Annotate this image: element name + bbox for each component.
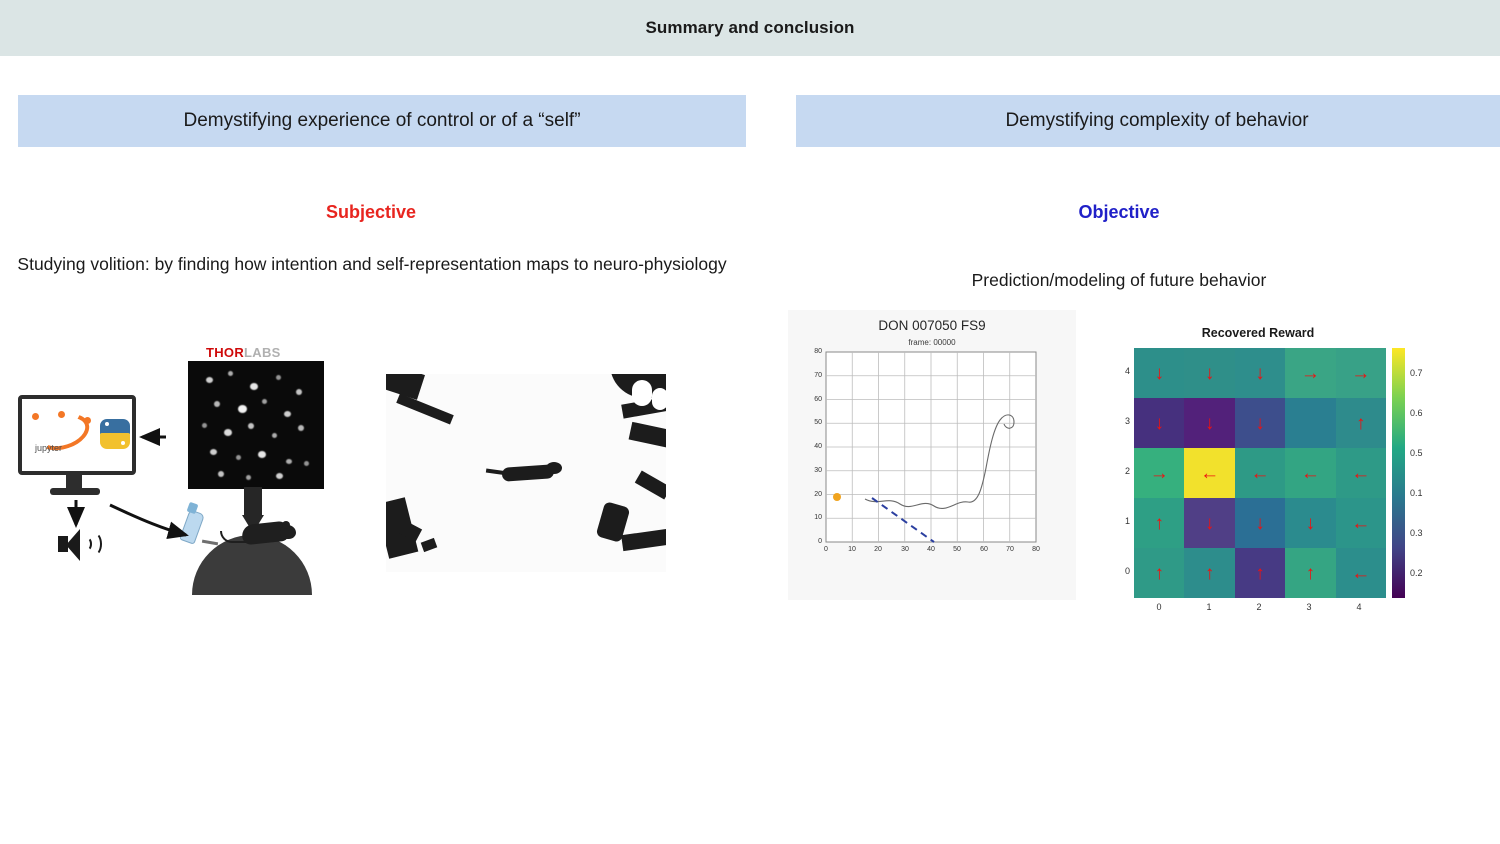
heatmap-cell: ↓ xyxy=(1235,398,1285,448)
left-column-body-text: Studying volition: by finding how intention and self-representation maps to neuro-physiology xyxy=(17,254,727,274)
heatmap-cell: ↑ xyxy=(1134,548,1184,598)
reward-xtick-0: 0 xyxy=(1156,602,1162,612)
traj-ytick-8: 80 xyxy=(814,348,822,355)
reward-xtick-2: 2 xyxy=(1256,602,1262,612)
traj-xtick-2: 20 xyxy=(874,546,882,553)
traj-ytick-5: 50 xyxy=(814,419,822,426)
jupyter-logo-label: jupyter xyxy=(35,443,63,453)
heatmap-cell: ↑ xyxy=(1336,398,1386,448)
heatmap-cell: ← xyxy=(1285,448,1335,498)
heatmap-cell: ↓ xyxy=(1285,498,1335,548)
heatmap-cell: ← xyxy=(1336,448,1386,498)
heatmap-cell: ↑ xyxy=(1184,548,1234,598)
heatmap-cell: ↓ xyxy=(1134,398,1184,448)
traj-ytick-1: 10 xyxy=(814,514,822,521)
heatmap-cell: ↓ xyxy=(1184,348,1234,398)
traj-xtick-7: 70 xyxy=(1006,546,1014,553)
right-banner-label: Demystifying complexity of behavior xyxy=(1005,110,1309,131)
left-column-subhead: Subjective xyxy=(325,202,417,222)
heatmap-cell: ← xyxy=(1336,548,1386,598)
heatmap-cell: ↑ xyxy=(1134,498,1184,548)
heatmap-cell: → xyxy=(1285,348,1335,398)
trajectory-plot-axes xyxy=(788,310,1076,570)
heatmap-cell: ↓ xyxy=(1184,398,1234,448)
heatmap-cell: → xyxy=(1134,448,1184,498)
thorlabs-brand-primary: THOR xyxy=(206,345,245,360)
heatmap-cell: ↑ xyxy=(1235,548,1285,598)
traj-xtick-8: 80 xyxy=(1032,546,1040,553)
colorbar-tick-0.7: 0.7 xyxy=(1410,368,1423,378)
thorlabs-brand-secondary: LABS xyxy=(244,345,281,360)
traj-xtick-5: 50 xyxy=(953,546,961,553)
traj-xtick-3: 30 xyxy=(901,546,909,553)
reward-xtick-4: 4 xyxy=(1356,602,1362,612)
heatmap-cell xyxy=(1285,398,1335,448)
traj-xtick-1: 10 xyxy=(848,546,856,553)
left-column-banner xyxy=(18,95,746,147)
heatmap-cell: ← xyxy=(1184,448,1234,498)
rig-arrows xyxy=(14,345,354,590)
traj-ytick-0: 0 xyxy=(818,538,822,545)
reward-ytick-1: 1 xyxy=(1124,516,1130,526)
colorbar-tick-0.2: 0.2 xyxy=(1410,568,1423,578)
colorbar-tick-0.1: 0.1 xyxy=(1410,488,1423,498)
reward-heatmap-title: Recovered Reward xyxy=(1201,326,1315,340)
traj-ytick-2: 20 xyxy=(814,491,822,498)
traj-ytick-3: 30 xyxy=(814,467,822,474)
trajectory-plot-title: DON 007050 FS9 xyxy=(878,318,986,333)
recovered-reward-figure xyxy=(1124,322,1424,612)
heatmap-cell: ↓ xyxy=(1184,498,1234,548)
traj-ytick-6: 60 xyxy=(814,396,822,403)
trajectory-plot-subtitle: frame: 00000 xyxy=(908,338,956,347)
two-photon-rig-figure xyxy=(14,345,354,590)
heatmap-cell: ↓ xyxy=(1235,498,1285,548)
traj-ytick-7: 70 xyxy=(814,372,822,379)
right-column-body-text: Prediction/modeling of future behavior xyxy=(971,270,1267,290)
right-column-subhead: Objective xyxy=(1078,202,1160,222)
slide-title-bar xyxy=(0,0,1500,56)
behavior-camera-frame xyxy=(386,374,666,572)
colorbar-tick-0.6: 0.6 xyxy=(1410,408,1423,418)
right-column-banner xyxy=(796,95,1500,147)
reward-colorbar xyxy=(1392,348,1405,598)
left-banner-label: Demystifying experience of control or of a “self” xyxy=(183,110,581,131)
heatmap-cell: ↓ xyxy=(1235,348,1285,398)
reward-ytick-4: 4 xyxy=(1124,366,1130,376)
traj-xtick-4: 40 xyxy=(927,546,935,553)
colorbar-tick-0.5: 0.5 xyxy=(1410,448,1423,458)
traj-ytick-4: 40 xyxy=(814,443,822,450)
heatmap-cell: ↓ xyxy=(1134,348,1184,398)
reward-ytick-2: 2 xyxy=(1124,466,1130,476)
reward-ytick-3: 3 xyxy=(1124,416,1130,426)
current-position-marker xyxy=(833,493,841,501)
trajectory-prediction-figure xyxy=(788,310,1076,600)
reward-heatmap-grid xyxy=(1134,348,1386,598)
reward-ytick-0: 0 xyxy=(1124,566,1130,576)
page-title: Summary and conclusion xyxy=(645,18,855,37)
reward-xtick-1: 1 xyxy=(1206,602,1212,612)
reward-xtick-3: 3 xyxy=(1306,602,1312,612)
traj-xtick-6: 60 xyxy=(980,546,988,553)
traj-xtick-0: 0 xyxy=(824,546,828,553)
behavior-camera-figure xyxy=(386,374,666,572)
heatmap-cell: ← xyxy=(1235,448,1285,498)
heatmap-cell: ← xyxy=(1336,498,1386,548)
heatmap-cell: → xyxy=(1336,348,1386,398)
heatmap-cell: ↑ xyxy=(1285,548,1335,598)
colorbar-tick-0.3: 0.3 xyxy=(1410,528,1423,538)
